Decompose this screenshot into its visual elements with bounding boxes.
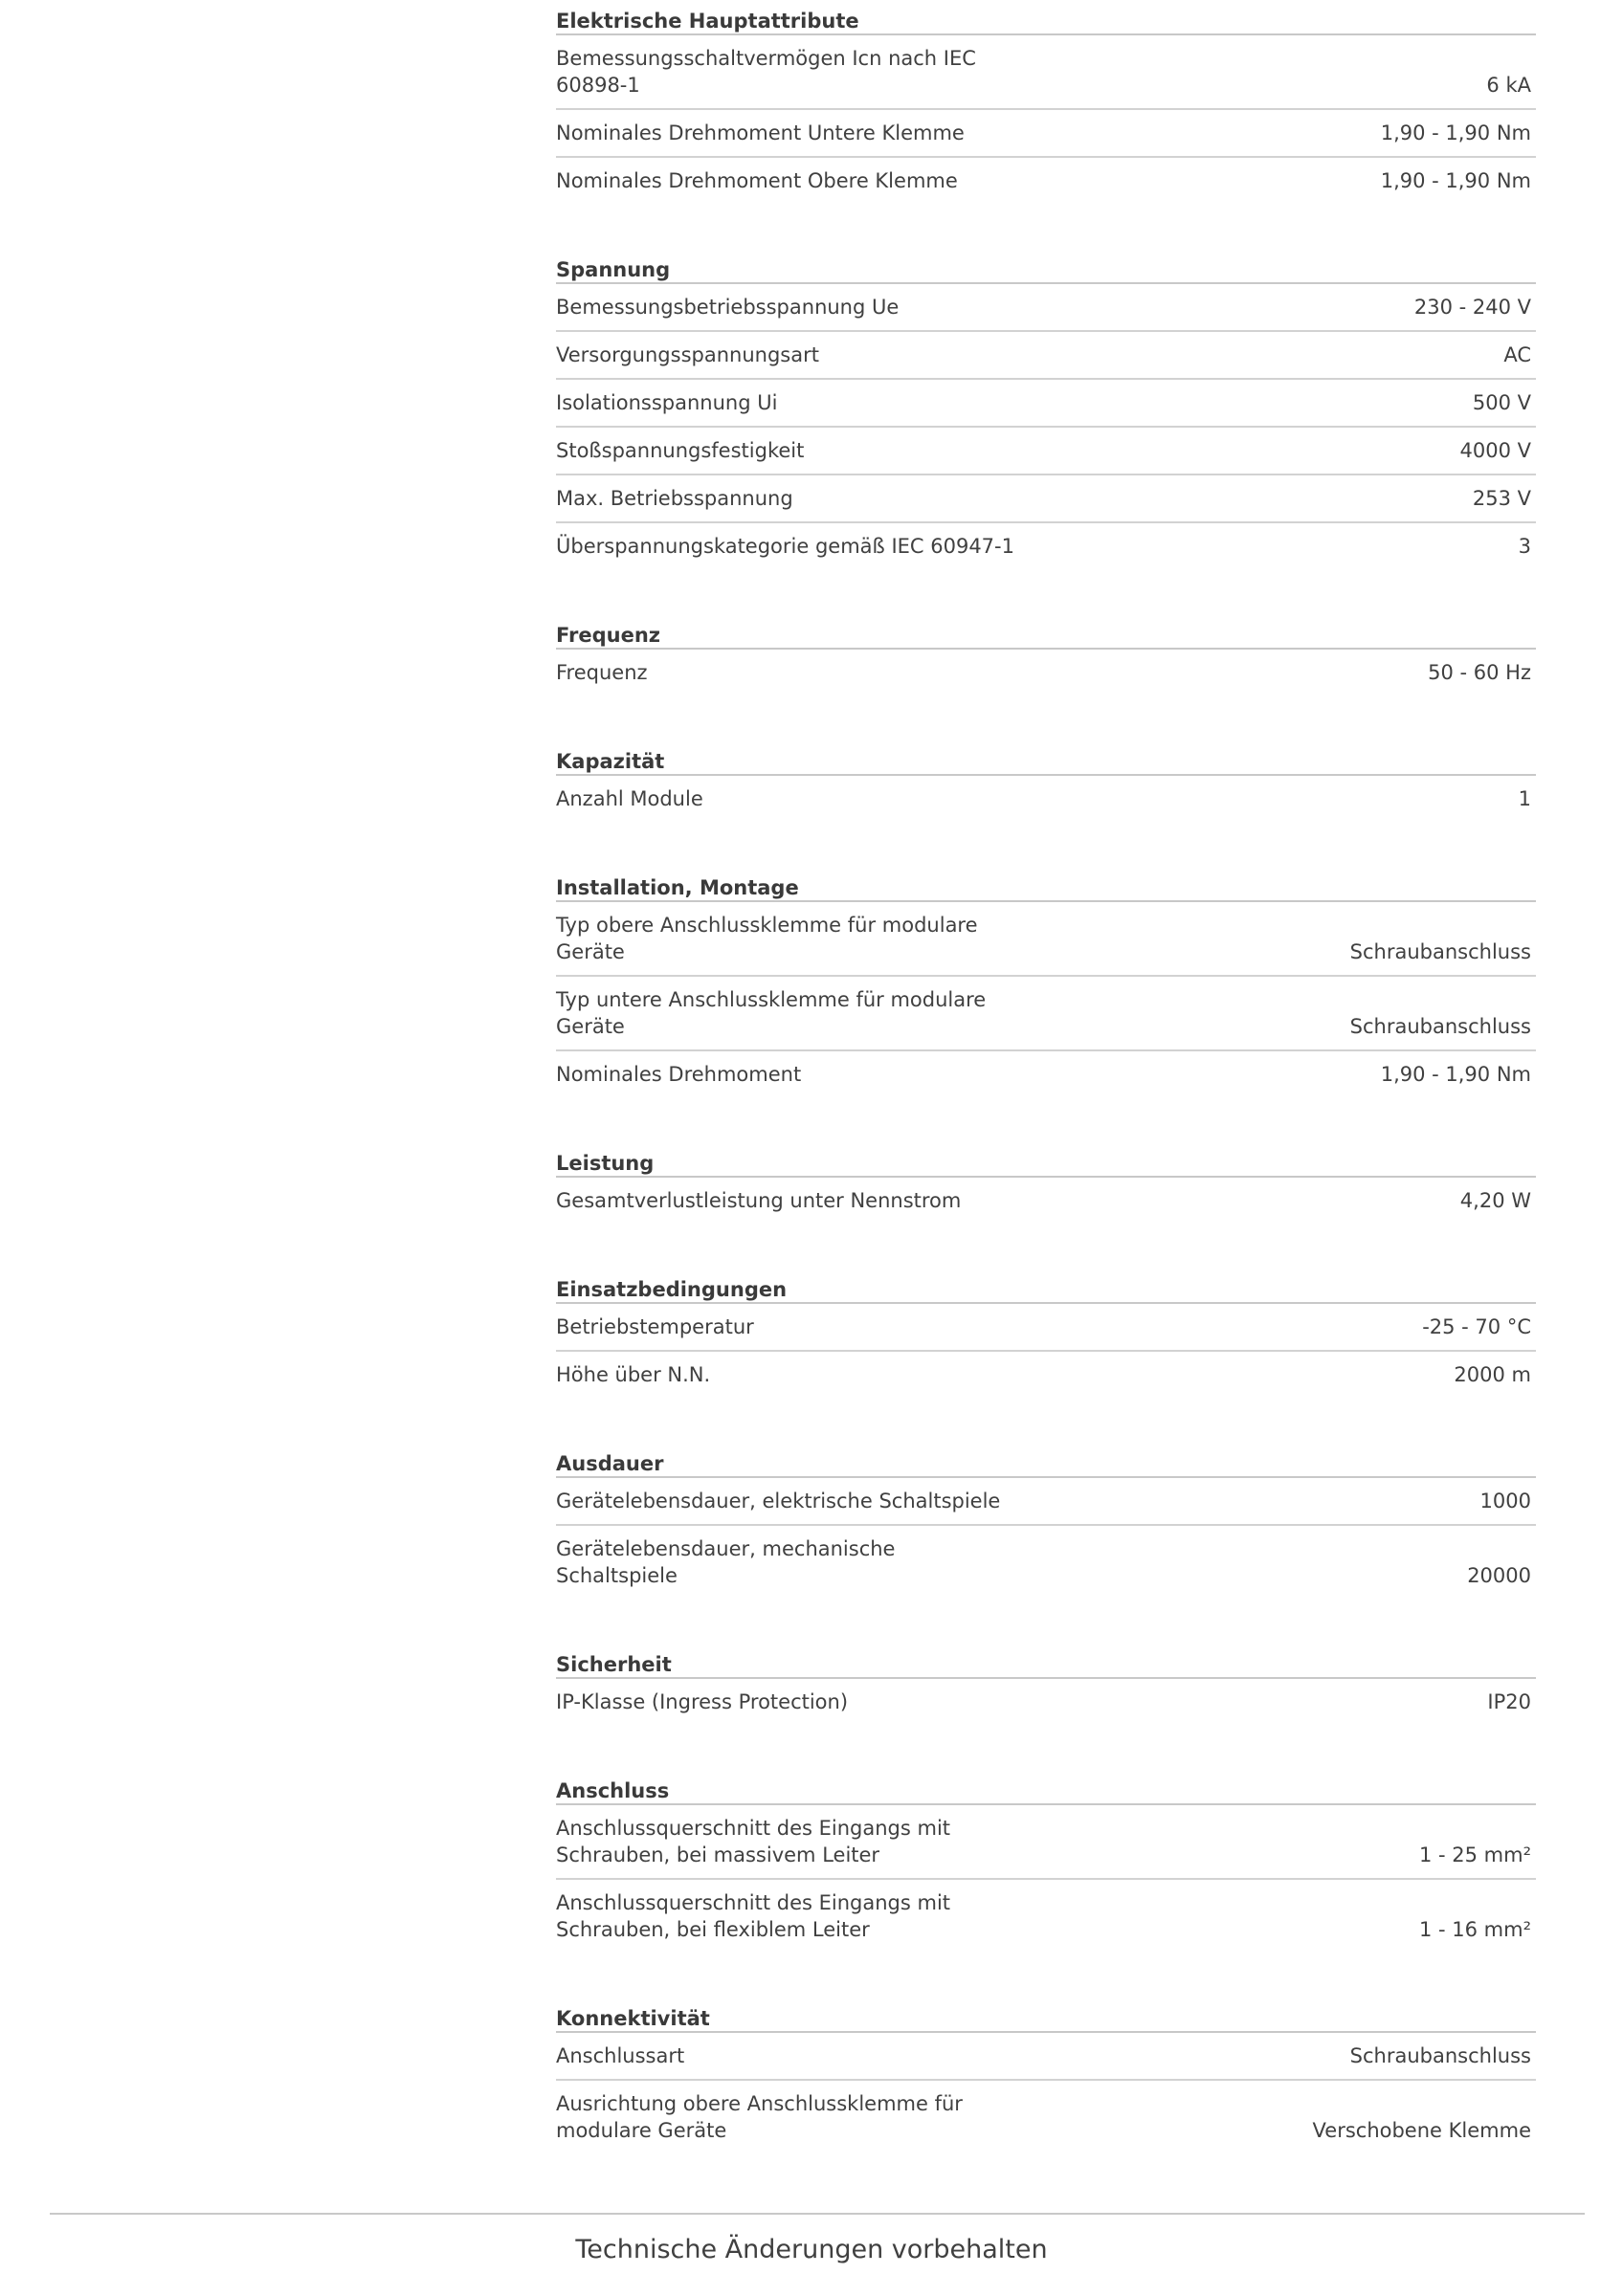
spec-label: IP-Klasse (Ingress Protection) xyxy=(556,1690,849,1713)
spec-value: Schraubanschluss xyxy=(1349,1015,1531,1038)
section-title: Sicherheit xyxy=(556,1644,1536,1679)
spec-label: Gerätelebensdauer, mechanische Schaltspiele xyxy=(556,1537,896,1587)
spec-label: Anschlussquerschnitt des Eingangs mit Schrauben, bei massivem Leiter xyxy=(556,1817,951,1866)
spec-value: 2000 m xyxy=(1454,1363,1531,1386)
spec-section xyxy=(556,1998,1536,2153)
spec-value: -25 - 70 °C xyxy=(1422,1315,1531,1338)
spec-row xyxy=(556,1304,1536,1352)
spec-row xyxy=(556,1178,1536,1224)
spec-row xyxy=(556,2081,1536,2153)
spec-value: 4,20 W xyxy=(1459,1189,1531,1212)
spec-value: 1,90 - 1,90 Nm xyxy=(1380,169,1531,192)
section-title: Installation, Montage xyxy=(556,867,1536,902)
spec-value: 1000 xyxy=(1479,1490,1531,1512)
spec-section xyxy=(556,614,1536,695)
footer-divider xyxy=(50,2213,1585,2215)
spec-label: Stoßspannungsfestigkeit xyxy=(556,439,805,462)
spec-row xyxy=(556,1478,1536,1526)
spec-value: 50 - 60 Hz xyxy=(1428,661,1531,684)
spec-label: Typ untere Anschlussklemme für modulare Geräte xyxy=(556,988,987,1038)
spec-label: Betriebstemperatur xyxy=(556,1315,754,1338)
section-title: Frequenz xyxy=(556,614,1536,650)
section-title: Einsatzbedingungen xyxy=(556,1269,1536,1304)
spec-label: Typ obere Anschlussklemme für modulare Geräte xyxy=(556,914,978,963)
spec-section xyxy=(556,1644,1536,1725)
spec-value: 1,90 - 1,90 Nm xyxy=(1380,121,1531,144)
spec-value: 4000 V xyxy=(1459,439,1531,462)
spec-value: 6 kA xyxy=(1486,74,1531,97)
spec-value: AC xyxy=(1503,343,1531,366)
spec-row xyxy=(556,523,1536,569)
section-title: Kapazität xyxy=(556,740,1536,776)
section-title: Ausdauer xyxy=(556,1443,1536,1478)
spec-label: Nominales Drehmoment Obere Klemme xyxy=(556,169,958,192)
spec-row xyxy=(556,380,1536,428)
spec-section xyxy=(556,1770,1536,1953)
spec-row xyxy=(556,332,1536,380)
spec-row xyxy=(556,284,1536,332)
spec-row xyxy=(556,475,1536,523)
spec-label: Höhe über N.N. xyxy=(556,1363,711,1386)
spec-row xyxy=(556,977,1536,1051)
spec-row xyxy=(556,110,1536,158)
spec-label: Versorgungsspannungsart xyxy=(556,343,819,366)
spec-label: Nominales Drehmoment xyxy=(556,1063,802,1086)
spec-value: 253 V xyxy=(1472,487,1531,510)
spec-label: Ausrichtung obere Anschlussklemme für modulare Geräte xyxy=(556,2092,963,2142)
spec-label: Anschlussquerschnitt des Eingangs mit Schrauben, bei flexiblem Leiter xyxy=(556,1891,951,1941)
spec-row xyxy=(556,158,1536,204)
spec-label: Gesamtverlustleistung unter Nennstrom xyxy=(556,1189,962,1212)
spec-label: Anzahl Module xyxy=(556,787,703,810)
section-title: Spannung xyxy=(556,249,1536,284)
spec-row xyxy=(556,650,1536,695)
spec-row xyxy=(556,1805,1536,1880)
spec-value: IP20 xyxy=(1487,1690,1531,1713)
spec-row xyxy=(556,1526,1536,1599)
spec-section xyxy=(556,1142,1536,1224)
spec-row xyxy=(556,1679,1536,1725)
spec-value: 1 - 16 mm² xyxy=(1418,1918,1531,1941)
spec-label: Überspannungskategorie gemäß IEC 60947-1 xyxy=(556,535,1014,558)
spec-value: 230 - 240 V xyxy=(1413,296,1531,319)
spec-value: Verschobene Klemme xyxy=(1312,2119,1531,2142)
spec-section xyxy=(556,0,1536,204)
spec-label: Frequenz xyxy=(556,661,648,684)
spec-label: Anschlussart xyxy=(556,2044,685,2067)
spec-value: 20000 xyxy=(1467,1564,1531,1587)
spec-row xyxy=(556,1352,1536,1398)
spec-label: Max. Betriebsspannung xyxy=(556,487,793,510)
spec-row xyxy=(556,902,1536,977)
spec-value: 1 xyxy=(1518,787,1531,810)
spec-row xyxy=(556,1051,1536,1097)
spec-value: 1 - 25 mm² xyxy=(1418,1843,1531,1866)
spec-row xyxy=(556,428,1536,475)
spec-row xyxy=(556,776,1536,822)
spec-value: Schraubanschluss xyxy=(1349,940,1531,963)
spec-section xyxy=(556,249,1536,569)
spec-sheet xyxy=(556,0,1536,2198)
section-title: Konnektivität xyxy=(556,1998,1536,2033)
spec-label: Bemessungsbetriebsspannung Ue xyxy=(556,296,900,319)
spec-label: Isolationsspannung Ui xyxy=(556,391,778,414)
spec-value: Schraubanschluss xyxy=(1349,2044,1531,2067)
spec-section xyxy=(556,867,1536,1097)
spec-row xyxy=(556,1880,1536,1953)
spec-row xyxy=(556,35,1536,110)
footer-note: Technische Änderungen vorbehalten xyxy=(575,2235,1048,2264)
section-title: Anschluss xyxy=(556,1770,1536,1805)
section-title: Elektrische Hauptattribute xyxy=(556,0,1536,35)
spec-row xyxy=(556,2033,1536,2081)
spec-section xyxy=(556,740,1536,822)
spec-label: Gerätelebensdauer, elektrische Schaltspiele xyxy=(556,1490,1001,1512)
spec-section xyxy=(556,1443,1536,1599)
spec-value: 500 V xyxy=(1472,391,1531,414)
spec-label: Bemessungsschaltvermögen Icn nach IEC 60898-1 xyxy=(556,47,976,97)
spec-value: 3 xyxy=(1518,535,1531,558)
section-title: Leistung xyxy=(556,1142,1536,1178)
spec-section xyxy=(556,1269,1536,1398)
spec-label: Nominales Drehmoment Untere Klemme xyxy=(556,121,965,144)
spec-value: 1,90 - 1,90 Nm xyxy=(1380,1063,1531,1086)
